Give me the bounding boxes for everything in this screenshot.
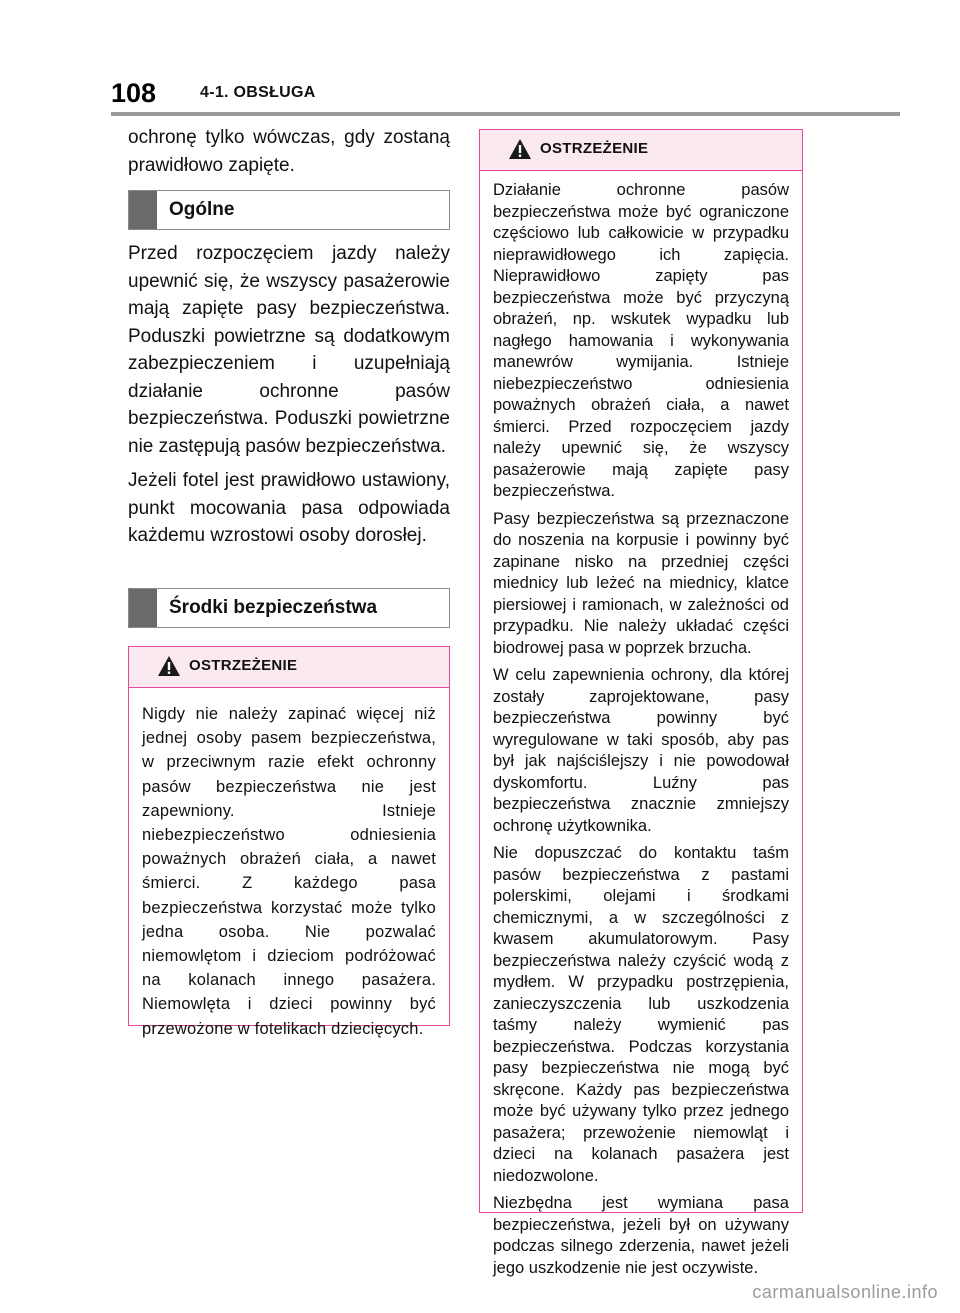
general-paragraph-1: Przed rozpoczęciem jazdy należy upewnić się, że wszyscy pasażerowie mają zapięte pasy bezpieczeństwa. Poduszki powietrzne są dodatkowym zabezpieczeniem i uzupełniają działanie ochronne pasów bezpieczeństwa. Poduszki powietrzne nie zastępują pasów bezpieczeństwa. — [128, 243, 450, 457]
warning-paragraph-3: W celu zapewnienia ochrony, dla której zostały zaprojektowane, pasy bezpieczeństwa powinny być wyregulowane w taki sposób, aby pas był jak najściślejszy i nie powodował dyskomfortu. Luźny pas bezpieczeństwa znacznie zmniejszy ochronę użytkownika. — [493, 666, 789, 835]
subheading-bar — [129, 191, 157, 229]
warning-title: OSTRZEŻENIE — [540, 140, 649, 157]
warning-body — [480, 171, 802, 1279]
subheading-general — [128, 190, 450, 230]
warning-header — [480, 130, 802, 171]
warning-triangle-icon — [157, 655, 181, 677]
subheading-bar — [129, 589, 157, 627]
general-section-body — [128, 240, 450, 550]
warning-triangle-icon — [508, 138, 532, 160]
warning-paragraph-1: Działanie ochronne pasów bezpieczeństwa może być ograniczone częściowo lub całkowicie w przypadku nieprawidłowego ich zapięcia. Nieprawidłowo zapięty pas bezpieczeństwa może być przyczyną obrażeń, np. wskutek wypadku lub nagłego hamowania i wykonywania manewrów wymijania. Istnieje niebezpieczeństwo odniesienia poważnych obrażeń ciała, a nawet śmierci. Przed rozpoczęciem jazdy należy upewnić się, że wszyscy pasażerowie mają zapięte pasy bezpieczeństwa. — [493, 181, 789, 500]
warning-body — [129, 688, 449, 1041]
subheading-label: Środki bezpieczeństwa — [169, 597, 378, 618]
subheading-safety — [128, 588, 450, 628]
left-column-intro — [128, 124, 450, 179]
warning-paragraph-5: Niezbędna jest wymiana pasa bezpieczeństwa, jeżeli był on używany podczas silnego zderzenia, nawet jeżeli jego uszkodzenie nie jest oczywiste. — [493, 1194, 789, 1277]
warning-title: OSTRZEŻENIE — [189, 657, 298, 674]
warning-header — [129, 647, 449, 688]
page-number: 108 — [111, 78, 157, 108]
subheading-label: Ogólne — [169, 199, 235, 220]
warning-paragraph-4: Nie dopuszczać do kontaktu taśm pasów bezpieczeństwa z pastami polerskimi, olejami i środkami chemicznymi, a w szczególności z kwasem akumulatorowym. Pasy bezpieczeństwa należy czyścić wodą z mydłem. W przypadku postrzępienia, zanieczyszczenia lub uszkodzenia taśmy należy wymienić pas bezpieczeństwa. Podczas korzystania pasy bezpieczeństwa nie mogą być skręcone. Każdy pas bezpieczeństwa może być używany tylko przez jednego pasażera; przewożenie niemowląt i dzieci na kolanach pasażera jest niedozwolone. — [493, 844, 789, 1185]
header-rule — [111, 112, 900, 116]
intro-paragraph: ochronę tylko wówczas, gdy zostaną prawidłowo zapięte. — [128, 127, 450, 176]
warning-box-right — [479, 129, 803, 1277]
warning-box-left — [128, 646, 450, 1038]
general-paragraph-2: Jeżeli fotel jest prawidłowo ustawiony, punkt mocowania pasa odpowiada każdemu wzrostowi osoby dorosłej. — [128, 470, 450, 546]
warning-text: Nigdy nie należy zapinać więcej niż jednej osoby pasem bezpieczeństwa, w przeciwnym razie efekt ochronny pasów bezpieczeństwa nie jest zapewniony. Istnieje niebezpieczeństwo odniesienia poważnych obrażeń ciała, a nawet śmierci. Z każdego pasa bezpieczeństwa korzystać może tylko jedna osoba. Nie pozwalać niemowlętom i dzieciom podróżować na kolanach innego pasażera. Niemowlęta i dzieci powinny być przewożone w fotelikach dziecięcych. — [142, 705, 436, 1038]
warning-paragraph-2: Pasy bezpieczeństwa są przeznaczone do noszenia na korpusie i powinny być zapinane nisko na przedniej części miednicy lub leżeć na miednicy, klatce piersiowej i ramionach, w zależności od przypadku. Nie należy układać części biodrowej pasa w poprzek brzucha. — [493, 509, 789, 657]
footer-watermark: carmanualsonline.info — [752, 1282, 938, 1302]
page-header — [0, 0, 960, 116]
section-title: 4-1. OBSŁUGA — [200, 84, 316, 101]
